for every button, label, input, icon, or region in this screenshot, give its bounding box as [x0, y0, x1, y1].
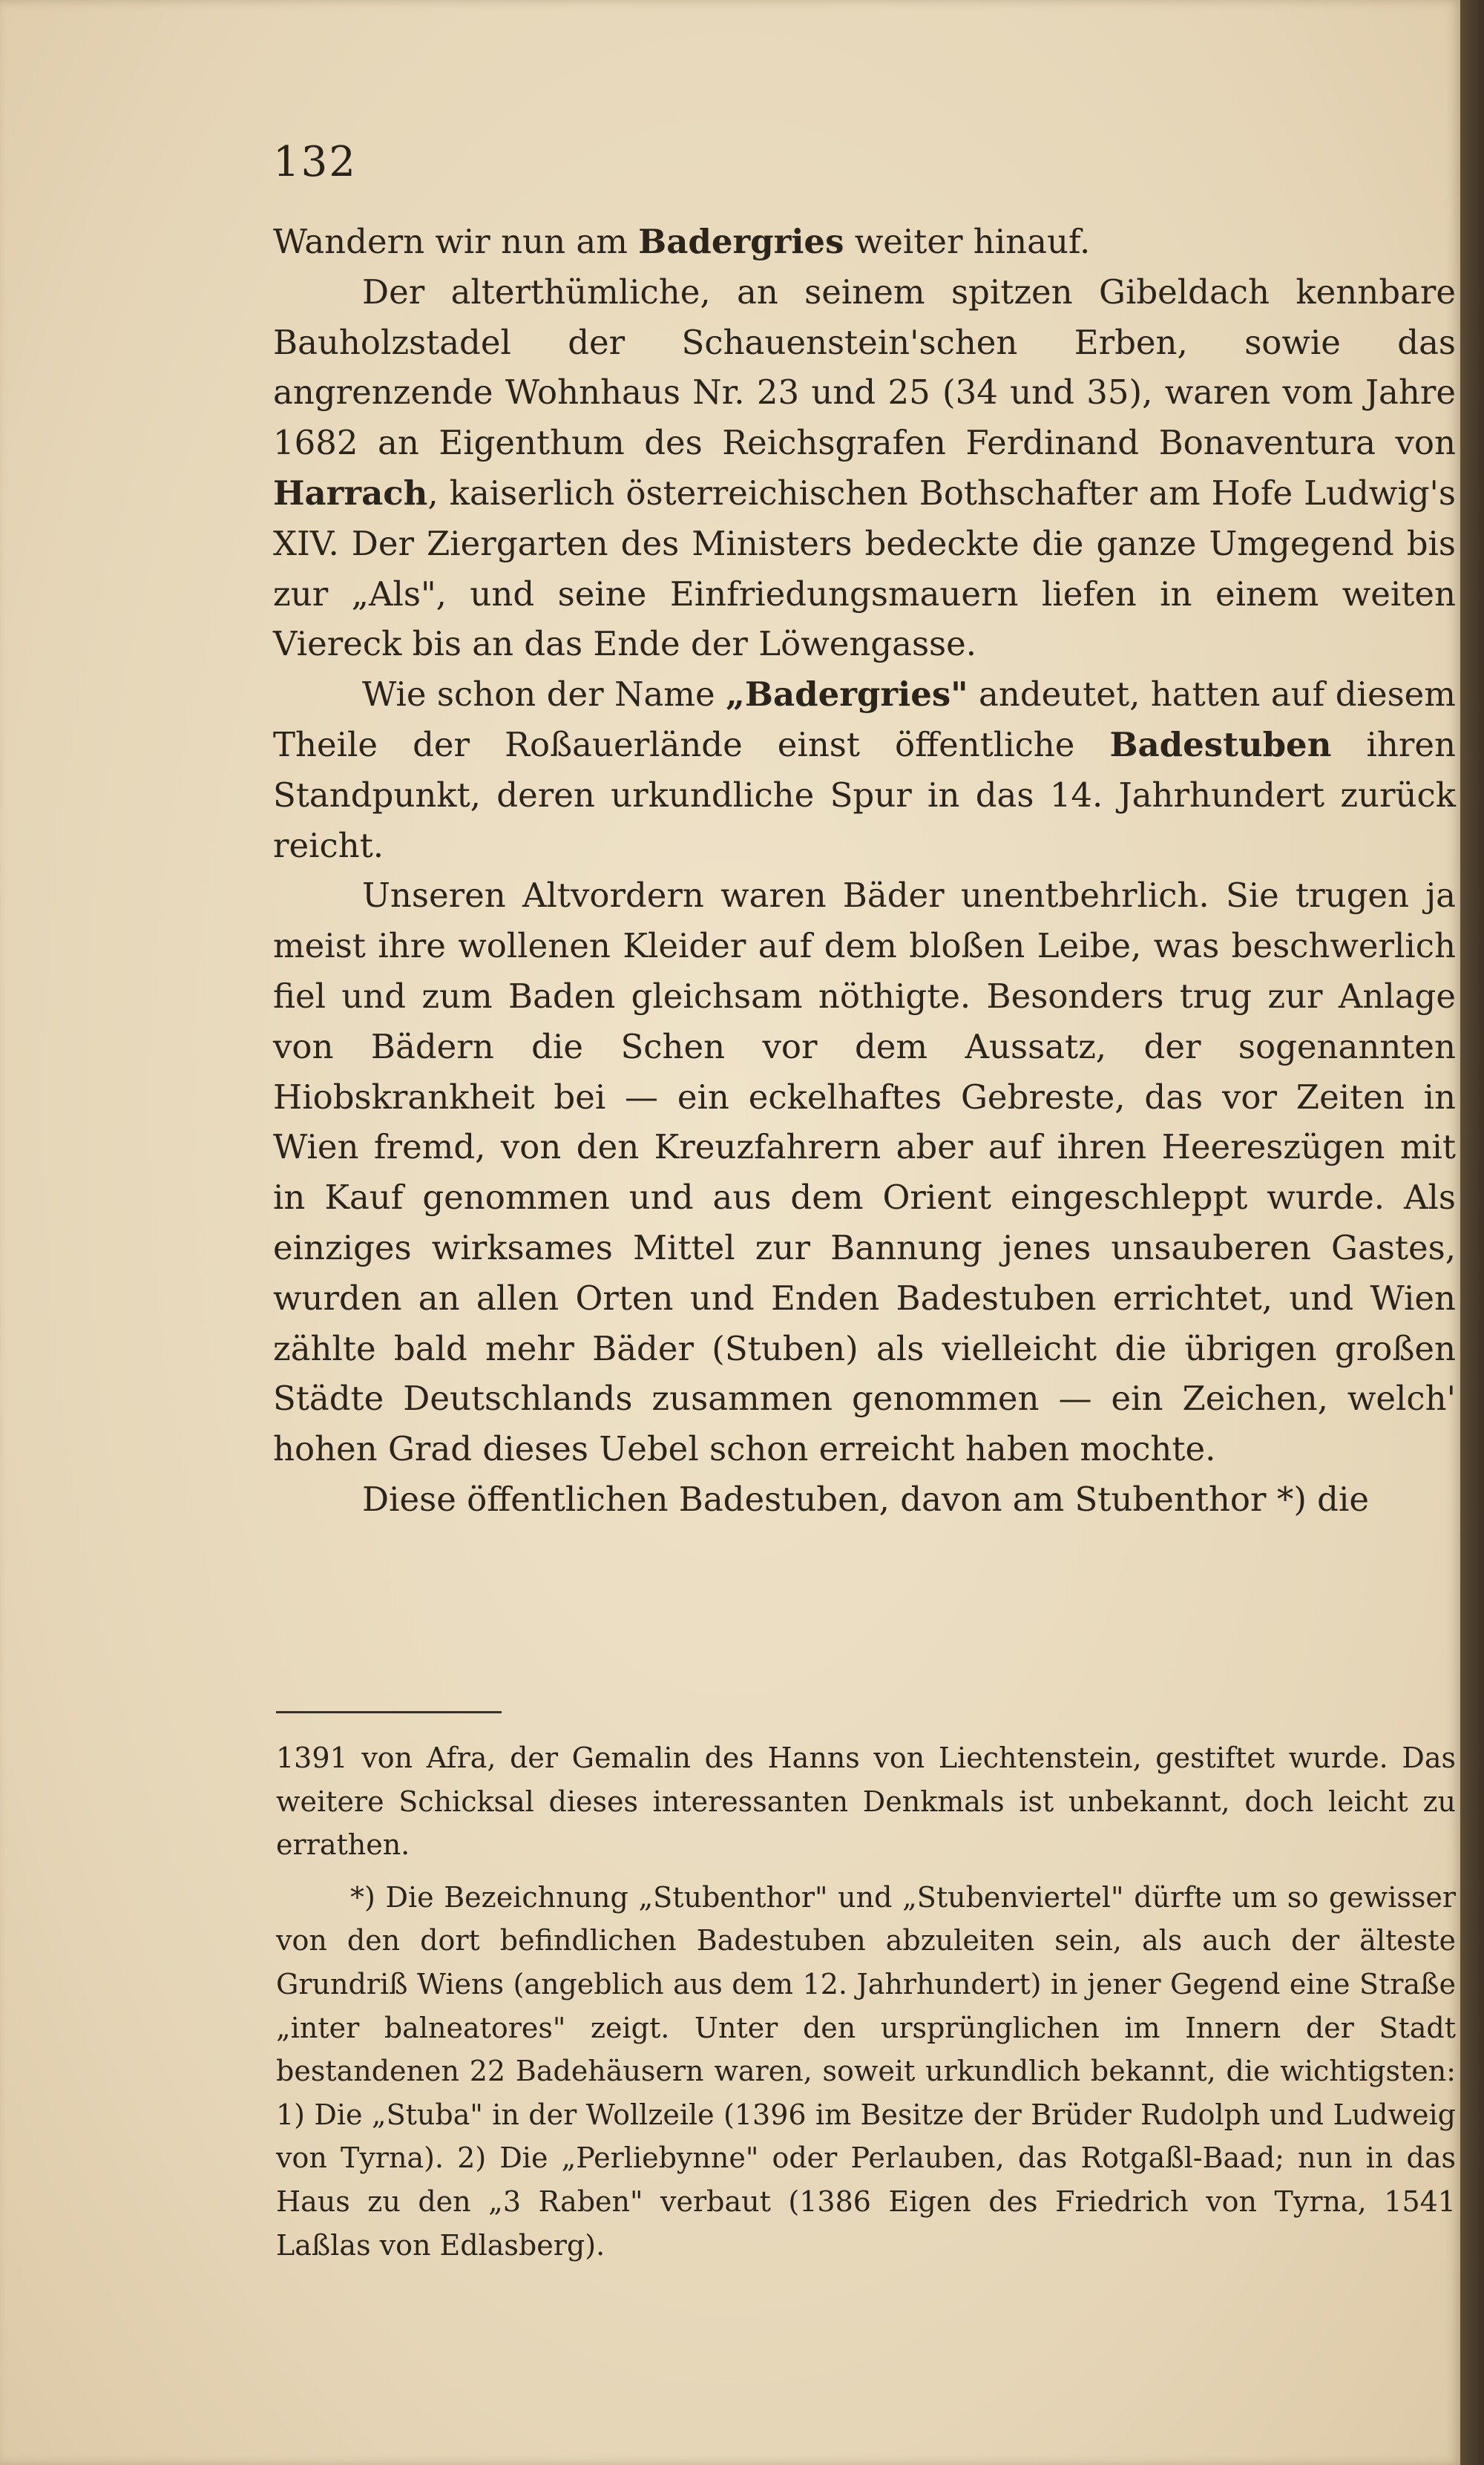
text-run: Der alterthümliche, an seinem spitzen Gibeldach kennbare Bauholzstadel der Schauenstein'schen Erben, sowie das angrenzende Wohnhaus Nr. 23 und 25 (34 und 35), waren vom Jahre 1682 an Eigenthum des Reichsgrafen Ferdinand Bonaventura von	[273, 272, 1456, 463]
emphasis-badergries: „Badergries"	[726, 674, 968, 715]
text-run: weiter hinauf.	[844, 222, 1091, 261]
paragraph	[273, 267, 1456, 669]
paragraph	[273, 217, 1456, 267]
paragraph	[273, 870, 1456, 1474]
emphasis-badergries: Badergries	[638, 222, 844, 261]
emphasis-harrach: Harrach	[273, 473, 428, 513]
emphasis-badestuben: Badestuben	[1109, 724, 1332, 764]
text-run: Wandern wir nun am	[273, 222, 639, 261]
footnotes	[276, 1736, 1456, 2267]
page-number: 132	[273, 138, 357, 186]
text-run: Diese öffentlichen Badestuben, davon am Stubenthor *) die	[362, 1479, 1370, 1519]
text-run: Wie schon der Name	[362, 674, 726, 715]
text-run: , kaiserlich österreichischen Bothschafter am Hofe Ludwig's XIV. Der Ziergarten des Ministers bedeckte die ganze Umgegend bis zur „Als", und seine Einfriedungsmauern liefen in einem weiten Viereck bis an das Ende der Löwengasse.	[273, 473, 1456, 664]
text-run: andeutet, hatten auf diesem Theile der Roßauerlände einst öffentliche	[273, 674, 1456, 764]
paragraph	[273, 669, 1456, 870]
text-run: ihren Standpunkt, deren urkundliche Spur in das 14. Jahrhundert zurück reicht.	[273, 724, 1456, 865]
text-run: Unseren Altvordern waren Bäder unentbehrlich. Sie trugen ja meist ihre wollenen Kleider auf dem bloßen Leibe, was beschwerlich fiel und zum Baden gleichsam nöthigte. Besonders trug zur Anlage von Bädern die Schen vor dem Aussatz, der sogenannten Hiobskrankheit bei — ein eckelhaftes Gebreste, das vor Zeiten in Wien fremd, von den Kreuzfahrern aber auf ihren Heereszügen mit in Kauf genommen und aus dem Orient eingeschleppt wurde. Als einziges wirksames Mittel zur Bannung jenes unsauberen Gastes, wurden an allen Orten und Enden Badestuben errichtet, und Wien zählte bald mehr Bäder (Stuben) als vielleicht die übrigen großen Städte Deutschlands zusammen genommen — ein Zeichen, welch' hohen Grad dieses Uebel schon erreicht haben mochte.	[273, 876, 1456, 1469]
paragraph	[273, 1474, 1456, 1525]
footnote-continuation: 1391 von Afra, der Gemalin des Hanns von Liechtenstein, gestiftet wurde. Das weitere Schicksal dieses interessanten Denkmals ist unbekannt, doch leicht zu errathen.	[276, 1742, 1456, 1862]
main-text	[273, 217, 1456, 1525]
footnote-divider	[276, 1711, 502, 1713]
book-spine-edge	[1460, 0, 1484, 2465]
footnote-stubenthor: *) Die Bezeichnung „Stubenthor" und „Stubenviertel" dürfte um so gewisser von den dort befindlichen Badestuben abzuleiten sein, als auch der älteste Grundriß Wiens (angeblich aus dem 12. Jahrhundert) in jener Gegend eine Straße „inter balneatores" zeigt. Unter den ursprünglichen im Innern der Stadt bestandenen 22 Badehäusern waren, soweit urkundlich bekannt, die wichtigsten: 1) Die „Stuba" in der Wollzeile (1396 im Besitze der Brüder Rudolph und Ludweig von Tyrna). 2) Die „Perliebynne" oder Perlauben, das Rotgaßl-Baad; nun in das Haus zu den „3 Raben" verbaut (1386 Eigen des Friedrich von Tyrna, 1541 Laßlas von Edlasberg).	[276, 1880, 1456, 2262]
